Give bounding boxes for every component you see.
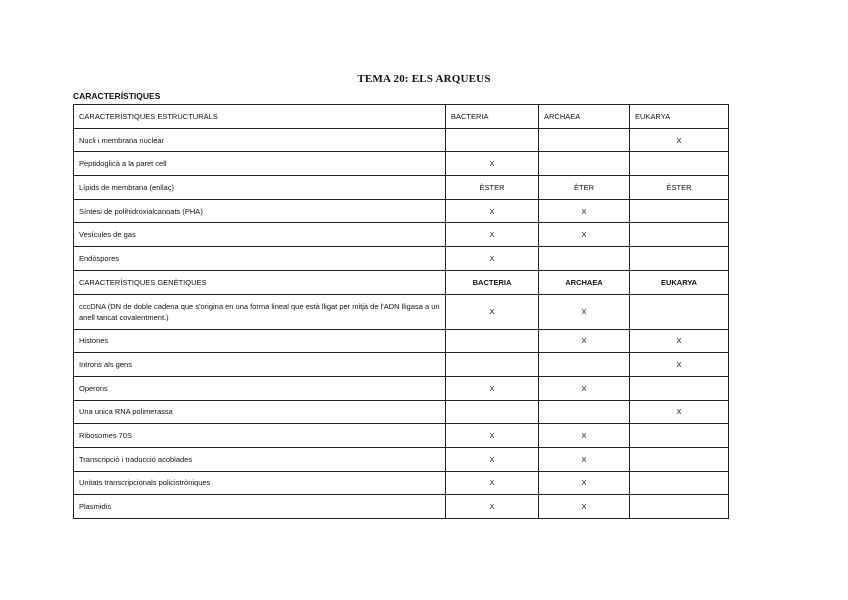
row-label: Nucli i membrana nuclear: [74, 128, 446, 152]
cell-bacteria: X: [446, 471, 539, 495]
row-label: Una unica RNA polimerassa: [74, 400, 446, 424]
row-label: cccDNA (DN de doble cadena que s'origina en una forma lineal que està lligat per mitjà de l'ADN lligasa a un anell tancat covalentment.): [74, 294, 446, 329]
cell-bacteria: X: [446, 294, 539, 329]
cell-archaea: X: [539, 447, 630, 471]
row-label: Unitats transcripcionals policistròniques: [74, 471, 446, 495]
row-label: Histones: [74, 329, 446, 353]
table-row: [74, 294, 729, 329]
cell-bacteria: X: [446, 376, 539, 400]
cell-archaea: [539, 152, 630, 176]
cell-bacteria: X: [446, 247, 539, 271]
table-row: [74, 152, 729, 176]
row-label: Endòspores: [74, 247, 446, 271]
cell-archaea: [539, 247, 630, 271]
cell-eukarya: [630, 152, 729, 176]
row-label: Vesícules de gas: [74, 223, 446, 247]
cell-bacteria: X: [446, 424, 539, 448]
cell-archaea: X: [539, 376, 630, 400]
cell-archaea: [539, 128, 630, 152]
row-label: Transcripció i traducció acoblades: [74, 447, 446, 471]
row-label: Operons: [74, 376, 446, 400]
table-row: [74, 199, 729, 223]
cell-archaea: ÈTER: [539, 176, 630, 200]
table-row: [74, 376, 729, 400]
cell-eukarya: X: [630, 353, 729, 377]
cell-archaea: [539, 400, 630, 424]
structural-header-row: [74, 105, 729, 129]
cell-eukarya: [630, 376, 729, 400]
cell-archaea: X: [539, 471, 630, 495]
characteristics-table: [73, 104, 729, 519]
header-eukarya: EUKARYA: [630, 270, 729, 294]
cell-eukarya: X: [630, 128, 729, 152]
cell-bacteria: [446, 400, 539, 424]
table-row: [74, 353, 729, 377]
cell-eukarya: [630, 294, 729, 329]
cell-archaea: X: [539, 294, 630, 329]
row-label: Síntesi de polihidroxialcanoats (PHA): [74, 199, 446, 223]
cell-eukarya: [630, 447, 729, 471]
cell-bacteria: X: [446, 152, 539, 176]
table-row: [74, 247, 729, 271]
table-row: [74, 424, 729, 448]
row-label: Lípids de membrana (enllaç): [74, 176, 446, 200]
cell-eukarya: X: [630, 329, 729, 353]
header-eukarya: EUKARYA: [630, 105, 729, 129]
table-row: [74, 495, 729, 519]
cell-eukarya: [630, 495, 729, 519]
cell-bacteria: X: [446, 199, 539, 223]
cell-archaea: X: [539, 495, 630, 519]
section-heading: CARACTERÍSTIQUES: [73, 91, 161, 101]
cell-eukarya: ÈSTER: [630, 176, 729, 200]
cell-archaea: X: [539, 329, 630, 353]
table-row: [74, 128, 729, 152]
cell-bacteria: X: [446, 447, 539, 471]
genetic-header-row: [74, 270, 729, 294]
cell-bacteria: ÈSTER: [446, 176, 539, 200]
row-label: Peptidoglicà a la paret cell: [74, 152, 446, 176]
header-bacteria: BACTERIA: [446, 105, 539, 129]
table-row: [74, 176, 729, 200]
row-label: Introns als gens: [74, 353, 446, 377]
cell-archaea: X: [539, 223, 630, 247]
cell-archaea: X: [539, 424, 630, 448]
cell-archaea: X: [539, 199, 630, 223]
cell-bacteria: X: [446, 495, 539, 519]
header-archaea: ARCHAEA: [539, 105, 630, 129]
structural-header-label: CARACTERÍSTIQUES ESTRUCTURALS: [74, 105, 446, 129]
cell-bacteria: [446, 128, 539, 152]
genetic-header-label: CARACTERÍSTIQUES GENÈTIQUES: [74, 270, 446, 294]
cell-eukarya: X: [630, 400, 729, 424]
cell-eukarya: [630, 424, 729, 448]
cell-eukarya: [630, 247, 729, 271]
table-row: [74, 329, 729, 353]
table-row: [74, 447, 729, 471]
cell-bacteria: [446, 353, 539, 377]
row-label: Ribosomes 70S: [74, 424, 446, 448]
cell-archaea: [539, 353, 630, 377]
cell-bacteria: X: [446, 223, 539, 247]
cell-eukarya: [630, 223, 729, 247]
cell-eukarya: [630, 471, 729, 495]
cell-bacteria: [446, 329, 539, 353]
cell-eukarya: [630, 199, 729, 223]
table-row: [74, 223, 729, 247]
header-archaea: ARCHAEA: [539, 270, 630, 294]
header-bacteria: BACTERIA: [446, 270, 539, 294]
document-title: TEMA 20: ELS ARQUEUS: [357, 73, 491, 85]
table-row: [74, 471, 729, 495]
row-label: Plasmidis: [74, 495, 446, 519]
table-row: [74, 400, 729, 424]
